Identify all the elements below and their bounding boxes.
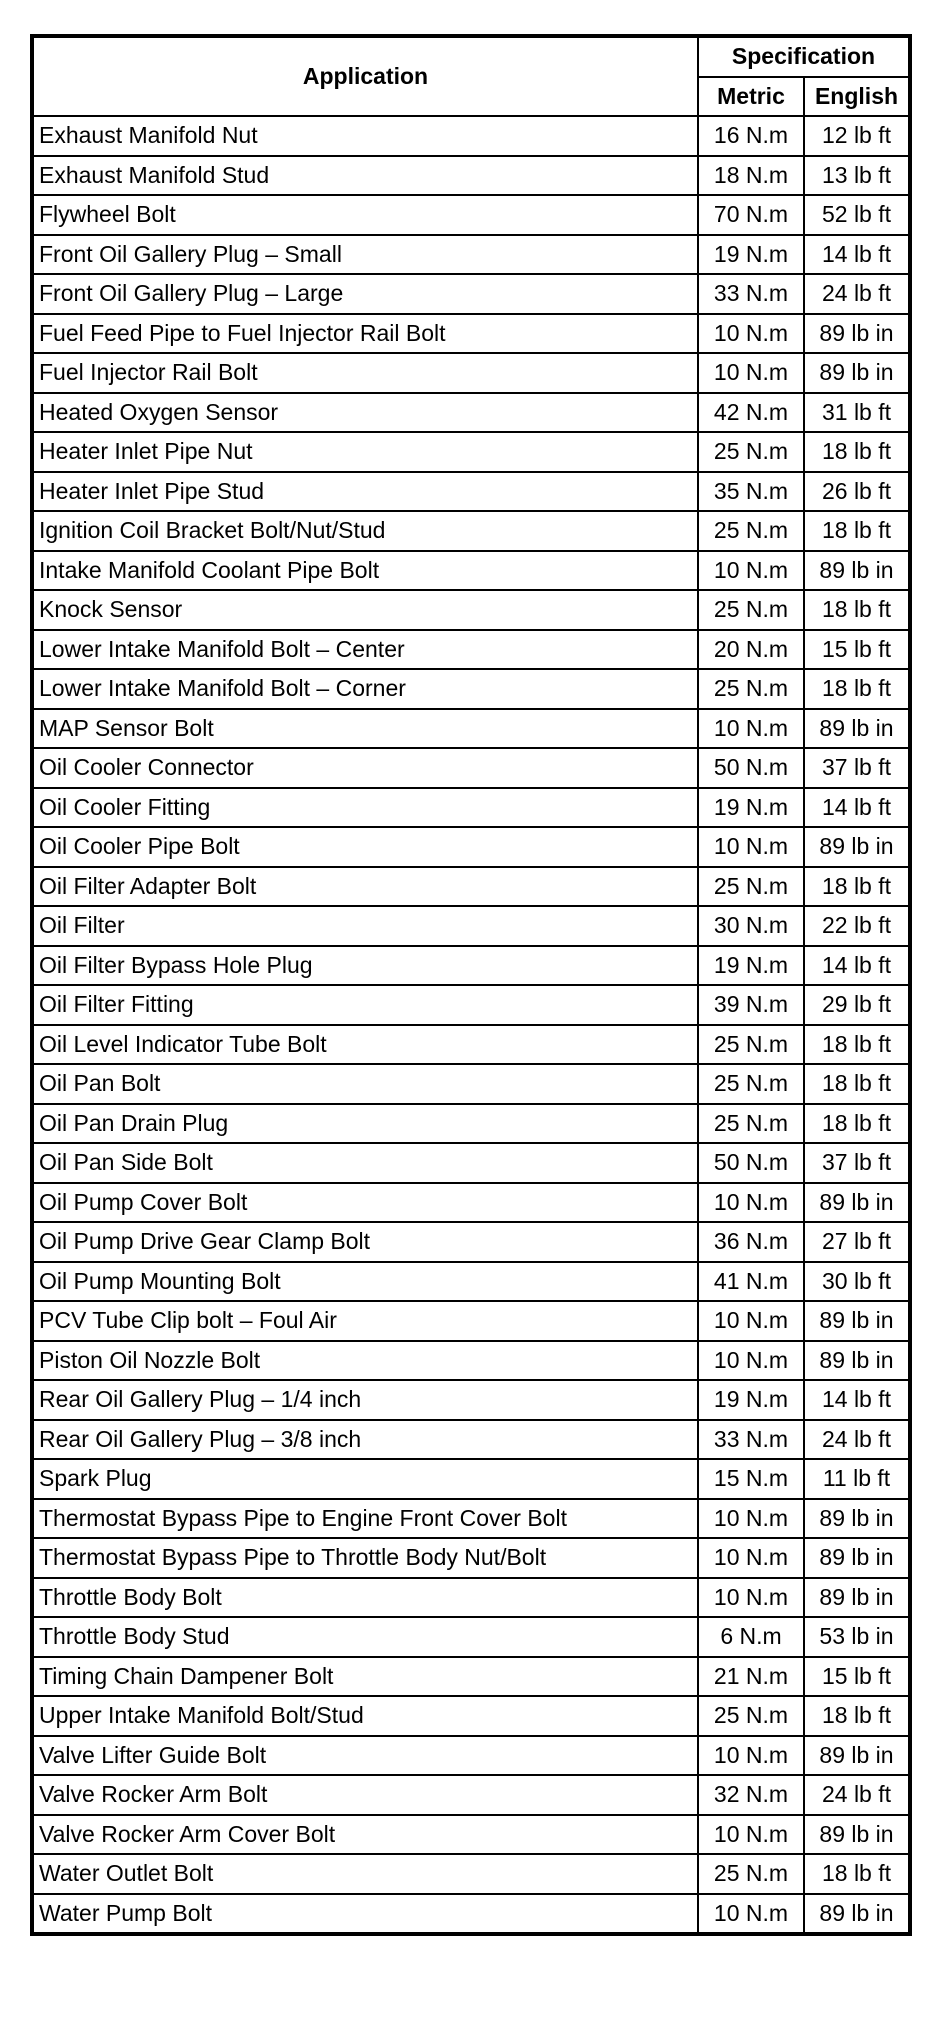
metric-value-cell: 25 N.m bbox=[698, 1104, 804, 1144]
english-value-cell: 14 lb ft bbox=[804, 946, 910, 986]
application-cell: Fuel Feed Pipe to Fuel Injector Rail Bolt bbox=[32, 314, 698, 354]
table-row bbox=[32, 235, 910, 275]
application-cell: Heater Inlet Pipe Stud bbox=[32, 472, 698, 512]
english-value-cell: 18 lb ft bbox=[804, 1104, 910, 1144]
metric-value-cell: 25 N.m bbox=[698, 867, 804, 907]
application-cell: Heated Oxygen Sensor bbox=[32, 393, 698, 433]
application-cell: Oil Pan Side Bolt bbox=[32, 1143, 698, 1183]
english-value-cell: 18 lb ft bbox=[804, 1025, 910, 1065]
english-value-cell: 24 lb ft bbox=[804, 274, 910, 314]
table-row bbox=[32, 1894, 910, 1935]
english-value-cell: 18 lb ft bbox=[804, 1696, 910, 1736]
table-row bbox=[32, 116, 910, 156]
metric-value-cell: 25 N.m bbox=[698, 511, 804, 551]
metric-value-cell: 42 N.m bbox=[698, 393, 804, 433]
application-cell: Thermostat Bypass Pipe to Throttle Body Nut/Bolt bbox=[32, 1538, 698, 1578]
english-value-cell: 52 lb ft bbox=[804, 195, 910, 235]
english-value-cell: 89 lb in bbox=[804, 827, 910, 867]
table-row bbox=[32, 195, 910, 235]
english-value-cell: 89 lb in bbox=[804, 1578, 910, 1618]
application-cell: Flywheel Bolt bbox=[32, 195, 698, 235]
header-row-top bbox=[32, 36, 910, 77]
metric-value-cell: 25 N.m bbox=[698, 1854, 804, 1894]
metric-value-cell: 41 N.m bbox=[698, 1262, 804, 1302]
specification-group-header: Specification bbox=[698, 36, 910, 77]
english-value-cell: 18 lb ft bbox=[804, 511, 910, 551]
metric-value-cell: 25 N.m bbox=[698, 1064, 804, 1104]
table-row bbox=[32, 748, 910, 788]
table-row bbox=[32, 274, 910, 314]
english-value-cell: 24 lb ft bbox=[804, 1420, 910, 1460]
table-row bbox=[32, 1222, 910, 1262]
table-row bbox=[32, 1341, 910, 1381]
english-value-cell: 89 lb in bbox=[804, 314, 910, 354]
table-row bbox=[32, 906, 910, 946]
table-header bbox=[32, 36, 910, 116]
english-value-cell: 18 lb ft bbox=[804, 867, 910, 907]
table-row bbox=[32, 1736, 910, 1776]
metric-value-cell: 10 N.m bbox=[698, 827, 804, 867]
table-row bbox=[32, 1183, 910, 1223]
english-value-cell: 14 lb ft bbox=[804, 788, 910, 828]
english-value-cell: 12 lb ft bbox=[804, 116, 910, 156]
application-cell: Upper Intake Manifold Bolt/Stud bbox=[32, 1696, 698, 1736]
table-row bbox=[32, 1775, 910, 1815]
application-cell: Oil Pump Drive Gear Clamp Bolt bbox=[32, 1222, 698, 1262]
metric-value-cell: 19 N.m bbox=[698, 235, 804, 275]
application-cell: Piston Oil Nozzle Bolt bbox=[32, 1341, 698, 1381]
metric-value-cell: 25 N.m bbox=[698, 590, 804, 630]
metric-value-cell: 70 N.m bbox=[698, 195, 804, 235]
metric-value-cell: 10 N.m bbox=[698, 1499, 804, 1539]
english-value-cell: 22 lb ft bbox=[804, 906, 910, 946]
english-value-cell: 89 lb in bbox=[804, 1736, 910, 1776]
metric-value-cell: 50 N.m bbox=[698, 748, 804, 788]
metric-value-cell: 35 N.m bbox=[698, 472, 804, 512]
table-row bbox=[32, 432, 910, 472]
application-cell: Valve Rocker Arm Bolt bbox=[32, 1775, 698, 1815]
table-row bbox=[32, 867, 910, 907]
table-row bbox=[32, 985, 910, 1025]
english-value-cell: 18 lb ft bbox=[804, 432, 910, 472]
english-value-cell: 27 lb ft bbox=[804, 1222, 910, 1262]
metric-value-cell: 19 N.m bbox=[698, 1380, 804, 1420]
application-cell: Oil Filter Bypass Hole Plug bbox=[32, 946, 698, 986]
table-row bbox=[32, 1104, 910, 1144]
metric-value-cell: 50 N.m bbox=[698, 1143, 804, 1183]
table-row bbox=[32, 353, 910, 393]
metric-value-cell: 20 N.m bbox=[698, 630, 804, 670]
application-cell: Ignition Coil Bracket Bolt/Nut/Stud bbox=[32, 511, 698, 551]
english-value-cell: 89 lb in bbox=[804, 1341, 910, 1381]
application-cell: Timing Chain Dampener Bolt bbox=[32, 1657, 698, 1697]
application-cell: Lower Intake Manifold Bolt – Center bbox=[32, 630, 698, 670]
english-value-cell: 14 lb ft bbox=[804, 1380, 910, 1420]
metric-value-cell: 10 N.m bbox=[698, 1183, 804, 1223]
english-value-cell: 89 lb in bbox=[804, 551, 910, 591]
english-value-cell: 30 lb ft bbox=[804, 1262, 910, 1302]
metric-value-cell: 19 N.m bbox=[698, 946, 804, 986]
application-cell: Lower Intake Manifold Bolt – Corner bbox=[32, 669, 698, 709]
metric-value-cell: 32 N.m bbox=[698, 1775, 804, 1815]
metric-value-cell: 10 N.m bbox=[698, 1301, 804, 1341]
table-row bbox=[32, 1262, 910, 1302]
metric-value-cell: 10 N.m bbox=[698, 1736, 804, 1776]
metric-value-cell: 30 N.m bbox=[698, 906, 804, 946]
metric-value-cell: 21 N.m bbox=[698, 1657, 804, 1697]
english-value-cell: 89 lb in bbox=[804, 1538, 910, 1578]
metric-value-cell: 10 N.m bbox=[698, 1578, 804, 1618]
table-row bbox=[32, 1815, 910, 1855]
english-value-cell: 29 lb ft bbox=[804, 985, 910, 1025]
table-row bbox=[32, 314, 910, 354]
application-cell: Oil Cooler Fitting bbox=[32, 788, 698, 828]
table-row bbox=[32, 1420, 910, 1460]
application-cell: Oil Pan Drain Plug bbox=[32, 1104, 698, 1144]
torque-spec-table bbox=[30, 34, 912, 1936]
metric-value-cell: 33 N.m bbox=[698, 1420, 804, 1460]
application-cell: Thermostat Bypass Pipe to Engine Front Cover Bolt bbox=[32, 1499, 698, 1539]
application-cell: Exhaust Manifold Stud bbox=[32, 156, 698, 196]
table-row bbox=[32, 1025, 910, 1065]
english-column-header: English bbox=[804, 77, 910, 117]
english-value-cell: 89 lb in bbox=[804, 353, 910, 393]
table-row bbox=[32, 1578, 910, 1618]
application-cell: Exhaust Manifold Nut bbox=[32, 116, 698, 156]
application-cell: Front Oil Gallery Plug – Small bbox=[32, 235, 698, 275]
metric-column-header: Metric bbox=[698, 77, 804, 117]
table-row bbox=[32, 1064, 910, 1104]
table-row bbox=[32, 1301, 910, 1341]
metric-value-cell: 25 N.m bbox=[698, 1025, 804, 1065]
application-cell: Water Pump Bolt bbox=[32, 1894, 698, 1935]
table-row bbox=[32, 551, 910, 591]
english-value-cell: 53 lb in bbox=[804, 1617, 910, 1657]
metric-value-cell: 10 N.m bbox=[698, 1341, 804, 1381]
application-cell: Oil Filter Fitting bbox=[32, 985, 698, 1025]
application-cell: Front Oil Gallery Plug – Large bbox=[32, 274, 698, 314]
application-cell: Knock Sensor bbox=[32, 590, 698, 630]
english-value-cell: 18 lb ft bbox=[804, 590, 910, 630]
english-value-cell: 89 lb in bbox=[804, 1894, 910, 1935]
metric-value-cell: 25 N.m bbox=[698, 669, 804, 709]
application-cell: Fuel Injector Rail Bolt bbox=[32, 353, 698, 393]
application-cell: Water Outlet Bolt bbox=[32, 1854, 698, 1894]
table-row bbox=[32, 156, 910, 196]
table-row bbox=[32, 472, 910, 512]
english-value-cell: 37 lb ft bbox=[804, 1143, 910, 1183]
application-cell: Intake Manifold Coolant Pipe Bolt bbox=[32, 551, 698, 591]
english-value-cell: 15 lb ft bbox=[804, 1657, 910, 1697]
table-row bbox=[32, 1617, 910, 1657]
table-row bbox=[32, 1657, 910, 1697]
application-cell: Rear Oil Gallery Plug – 1/4 inch bbox=[32, 1380, 698, 1420]
table-row bbox=[32, 1696, 910, 1736]
metric-value-cell: 19 N.m bbox=[698, 788, 804, 828]
table-row bbox=[32, 1538, 910, 1578]
table-row bbox=[32, 1499, 910, 1539]
english-value-cell: 13 lb ft bbox=[804, 156, 910, 196]
table-body bbox=[32, 116, 910, 1934]
english-value-cell: 89 lb in bbox=[804, 1301, 910, 1341]
metric-value-cell: 16 N.m bbox=[698, 116, 804, 156]
table-row bbox=[32, 1143, 910, 1183]
metric-value-cell: 36 N.m bbox=[698, 1222, 804, 1262]
application-column-header: Application bbox=[32, 36, 698, 116]
application-cell: Oil Cooler Connector bbox=[32, 748, 698, 788]
application-cell: Oil Filter bbox=[32, 906, 698, 946]
english-value-cell: 14 lb ft bbox=[804, 235, 910, 275]
metric-value-cell: 10 N.m bbox=[698, 1538, 804, 1578]
english-value-cell: 18 lb ft bbox=[804, 1064, 910, 1104]
english-value-cell: 18 lb ft bbox=[804, 669, 910, 709]
english-value-cell: 15 lb ft bbox=[804, 630, 910, 670]
metric-value-cell: 39 N.m bbox=[698, 985, 804, 1025]
metric-value-cell: 10 N.m bbox=[698, 709, 804, 749]
table-row bbox=[32, 630, 910, 670]
english-value-cell: 37 lb ft bbox=[804, 748, 910, 788]
metric-value-cell: 10 N.m bbox=[698, 353, 804, 393]
application-cell: Throttle Body Stud bbox=[32, 1617, 698, 1657]
english-value-cell: 89 lb in bbox=[804, 709, 910, 749]
table-row bbox=[32, 590, 910, 630]
application-cell: Heater Inlet Pipe Nut bbox=[32, 432, 698, 472]
application-cell: Oil Cooler Pipe Bolt bbox=[32, 827, 698, 867]
metric-value-cell: 10 N.m bbox=[698, 1815, 804, 1855]
english-value-cell: 89 lb in bbox=[804, 1815, 910, 1855]
english-value-cell: 11 lb ft bbox=[804, 1459, 910, 1499]
english-value-cell: 18 lb ft bbox=[804, 1854, 910, 1894]
application-cell: Spark Plug bbox=[32, 1459, 698, 1499]
english-value-cell: 24 lb ft bbox=[804, 1775, 910, 1815]
metric-value-cell: 6 N.m bbox=[698, 1617, 804, 1657]
table-row bbox=[32, 511, 910, 551]
metric-value-cell: 18 N.m bbox=[698, 156, 804, 196]
application-cell: Valve Lifter Guide Bolt bbox=[32, 1736, 698, 1776]
metric-value-cell: 10 N.m bbox=[698, 551, 804, 591]
metric-value-cell: 33 N.m bbox=[698, 274, 804, 314]
table-row bbox=[32, 1854, 910, 1894]
application-cell: Throttle Body Bolt bbox=[32, 1578, 698, 1618]
english-value-cell: 26 lb ft bbox=[804, 472, 910, 512]
table-row bbox=[32, 1459, 910, 1499]
metric-value-cell: 25 N.m bbox=[698, 432, 804, 472]
metric-value-cell: 25 N.m bbox=[698, 1696, 804, 1736]
application-cell: Oil Pump Mounting Bolt bbox=[32, 1262, 698, 1302]
application-cell: MAP Sensor Bolt bbox=[32, 709, 698, 749]
english-value-cell: 89 lb in bbox=[804, 1183, 910, 1223]
table-row bbox=[32, 709, 910, 749]
table-row bbox=[32, 1380, 910, 1420]
application-cell: Oil Pump Cover Bolt bbox=[32, 1183, 698, 1223]
application-cell: Oil Filter Adapter Bolt bbox=[32, 867, 698, 907]
english-value-cell: 31 lb ft bbox=[804, 393, 910, 433]
application-cell: Rear Oil Gallery Plug – 3/8 inch bbox=[32, 1420, 698, 1460]
metric-value-cell: 10 N.m bbox=[698, 1894, 804, 1935]
table-row bbox=[32, 827, 910, 867]
table-row bbox=[32, 946, 910, 986]
application-cell: Oil Pan Bolt bbox=[32, 1064, 698, 1104]
application-cell: Valve Rocker Arm Cover Bolt bbox=[32, 1815, 698, 1855]
application-cell: Oil Level Indicator Tube Bolt bbox=[32, 1025, 698, 1065]
metric-value-cell: 10 N.m bbox=[698, 314, 804, 354]
application-cell: PCV Tube Clip bolt – Foul Air bbox=[32, 1301, 698, 1341]
table-row bbox=[32, 788, 910, 828]
english-value-cell: 89 lb in bbox=[804, 1499, 910, 1539]
metric-value-cell: 15 N.m bbox=[698, 1459, 804, 1499]
table-row bbox=[32, 669, 910, 709]
table-row bbox=[32, 393, 910, 433]
